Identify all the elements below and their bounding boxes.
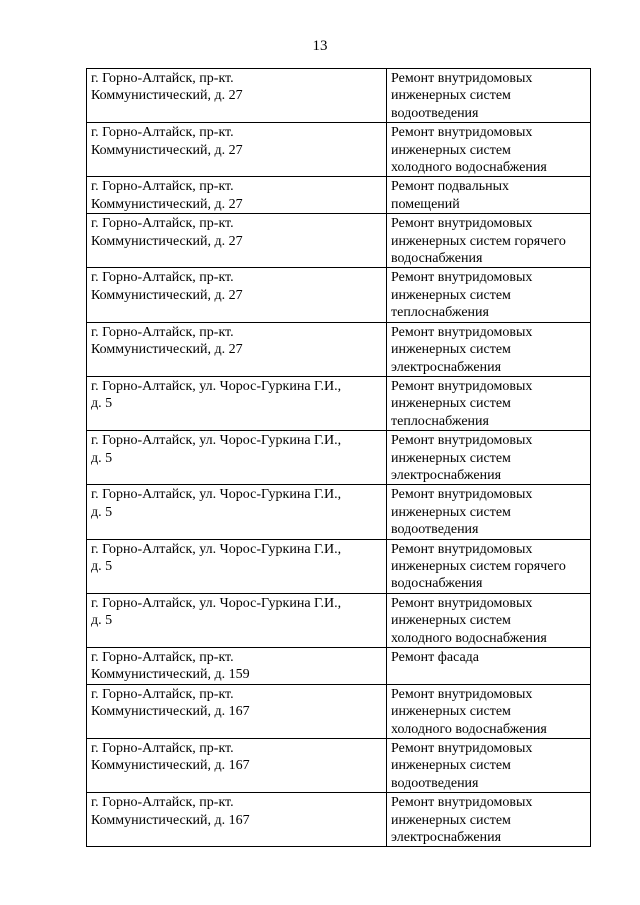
table-row xyxy=(87,268,591,322)
work-type-cell-line: теплоснабжения xyxy=(391,305,489,321)
address-cell-line: г. Горно-Алтайск, ул. Чорос-Гуркина Г.И., xyxy=(91,541,342,557)
work-type-cell-line: Ремонт внутридомовых xyxy=(391,433,533,449)
work-type-cell-line: инженерных систем горячего xyxy=(391,233,566,249)
address-cell-line: г. Горно-Алтайск, пр-кт. xyxy=(91,71,234,86)
works-table xyxy=(86,68,591,847)
work-type-cell xyxy=(387,123,591,177)
work-type-cell-line: холодного водоснабжения xyxy=(391,630,547,646)
work-type-cell-line: электроснабжения xyxy=(391,830,502,846)
address-cell-line: г. Горно-Алтайск, пр-кт. xyxy=(91,324,234,340)
address-cell-line: д. 5 xyxy=(91,504,113,520)
work-type-cell-line: инженерных систем xyxy=(391,342,511,358)
page-number: 13 xyxy=(312,38,328,54)
work-type-cell xyxy=(387,69,591,123)
work-type-cell-line: водоотведения xyxy=(391,522,479,538)
work-type-cell-line: инженерных систем xyxy=(391,704,511,720)
work-type-cell xyxy=(387,268,591,322)
work-type-cell-line: инженерных систем xyxy=(391,396,511,412)
work-type-cell-line: Ремонт внутридомовых xyxy=(391,595,533,611)
address-cell xyxy=(87,485,387,539)
table-row xyxy=(87,322,591,376)
work-type-cell xyxy=(387,593,591,647)
work-type-cell-line: водоотведения xyxy=(391,105,479,121)
work-type-cell xyxy=(387,485,591,539)
work-type-cell-line: холодного водоснабжения xyxy=(391,160,547,176)
address-cell-line: г. Горно-Алтайск, пр-кт. xyxy=(91,650,234,665)
work-type-cell-line: инженерных систем xyxy=(391,142,511,158)
address-cell xyxy=(87,214,387,268)
address-cell xyxy=(87,322,387,376)
address-cell xyxy=(87,539,387,593)
table-row xyxy=(87,593,591,647)
address-cell xyxy=(87,431,387,485)
address-cell-line: Коммунистический, д. 27 xyxy=(91,342,243,358)
work-type-cell xyxy=(387,793,591,847)
address-cell-line: Коммунистический, д. 27 xyxy=(91,196,243,212)
table-row xyxy=(87,648,591,685)
address-cell xyxy=(87,123,387,177)
address-cell-line: д. 5 xyxy=(91,558,113,574)
work-type-cell-line: инженерных систем горячего xyxy=(391,558,566,574)
table-row xyxy=(87,684,591,738)
work-type-cell-line: Ремонт фасада xyxy=(391,650,480,665)
work-type-cell-line: Ремонт внутридомовых xyxy=(391,270,533,286)
work-type-cell xyxy=(387,214,591,268)
table-row xyxy=(87,739,591,793)
work-type-cell-line: инженерных систем xyxy=(391,613,511,629)
work-type-cell xyxy=(387,322,591,376)
work-type-cell-line: инженерных систем xyxy=(391,758,511,774)
work-type-cell xyxy=(387,177,591,214)
address-cell-line: Коммунистический, д. 27 xyxy=(91,233,243,249)
address-cell-line: Коммунистический, д. 27 xyxy=(91,88,243,104)
work-type-cell-line: Ремонт внутридомовых xyxy=(391,795,533,811)
work-type-cell-line: Ремонт внутридомовых xyxy=(391,71,533,86)
address-cell-line: г. Горно-Алтайск, ул. Чорос-Гуркина Г.И., xyxy=(91,595,342,611)
work-type-cell-line: теплоснабжения xyxy=(391,413,489,429)
address-cell xyxy=(87,268,387,322)
address-cell-line: Коммунистический, д. 159 xyxy=(91,667,250,683)
work-type-cell xyxy=(387,684,591,738)
address-cell-line: г. Горно-Алтайск, ул. Чорос-Гуркина Г.И., xyxy=(91,487,342,503)
work-type-cell-line: инженерных систем xyxy=(391,812,511,828)
address-cell xyxy=(87,69,387,123)
table-row xyxy=(87,123,591,177)
table-row xyxy=(87,793,591,847)
table-row xyxy=(87,485,591,539)
address-cell-line: г. Горно-Алтайск, пр-кт. xyxy=(91,125,234,141)
address-cell xyxy=(87,376,387,430)
address-cell-line: г. Горно-Алтайск, пр-кт. xyxy=(91,741,234,757)
table-row xyxy=(87,69,591,123)
work-type-cell-line: водоснабжения xyxy=(391,251,483,267)
work-type-cell-line: Ремонт внутридомовых xyxy=(391,378,533,394)
work-type-cell-line: Ремонт внутридомовых xyxy=(391,487,533,503)
address-cell-line: г. Горно-Алтайск, ул. Чорос-Гуркина Г.И., xyxy=(91,433,342,449)
address-cell xyxy=(87,684,387,738)
work-type-cell-line: инженерных систем xyxy=(391,504,511,520)
work-type-cell-line: Ремонт внутридомовых xyxy=(391,125,533,141)
work-type-cell-line: Ремонт внутридомовых xyxy=(391,541,533,557)
work-type-cell-line: инженерных систем xyxy=(391,88,511,104)
address-cell-line: д. 5 xyxy=(91,613,113,629)
table-row xyxy=(87,431,591,485)
work-type-cell xyxy=(387,376,591,430)
address-cell-line: г. Горно-Алтайск, пр-кт. xyxy=(91,270,234,286)
work-type-cell-line: водоснабжения xyxy=(391,576,483,592)
work-type-cell-line: Ремонт внутридомовых xyxy=(391,324,533,340)
work-type-cell xyxy=(387,648,591,685)
work-type-cell-line: электроснабжения xyxy=(391,467,502,483)
work-type-cell-line: Ремонт внутридомовых xyxy=(391,741,533,757)
work-type-cell-line: водоотведения xyxy=(391,775,479,791)
address-cell-line: Коммунистический, д. 167 xyxy=(91,704,250,720)
work-type-cell-line: Ремонт подвальных xyxy=(391,179,510,195)
work-type-cell xyxy=(387,539,591,593)
table-row xyxy=(87,214,591,268)
work-type-cell-line: холодного водоснабжения xyxy=(391,721,547,737)
table-row xyxy=(87,376,591,430)
work-type-cell-line: инженерных систем xyxy=(391,287,511,303)
work-type-cell-line: Ремонт внутридомовых xyxy=(391,686,533,702)
address-cell xyxy=(87,177,387,214)
work-type-cell-line: электроснабжения xyxy=(391,359,502,375)
address-cell-line: Коммунистический, д. 27 xyxy=(91,287,243,303)
address-cell-line: Коммунистический, д. 167 xyxy=(91,812,250,828)
table-row xyxy=(87,177,591,214)
address-cell xyxy=(87,793,387,847)
address-cell-line: д. 5 xyxy=(91,450,113,466)
address-cell-line: г. Горно-Алтайск, пр-кт. xyxy=(91,179,234,195)
work-type-cell xyxy=(387,431,591,485)
address-cell-line: д. 5 xyxy=(91,396,113,412)
address-cell-line: г. Горно-Алтайск, пр-кт. xyxy=(91,686,234,702)
address-cell xyxy=(87,593,387,647)
address-cell-line: Коммунистический, д. 27 xyxy=(91,142,243,158)
address-cell-line: г. Горно-Алтайск, ул. Чорос-Гуркина Г.И., xyxy=(91,378,342,394)
address-cell-line: Коммунистический, д. 167 xyxy=(91,758,250,774)
address-cell xyxy=(87,739,387,793)
address-cell-line: г. Горно-Алтайск, пр-кт. xyxy=(91,795,234,811)
work-type-cell xyxy=(387,739,591,793)
work-type-cell-line: помещений xyxy=(391,196,460,212)
works-table-body xyxy=(87,69,591,847)
address-cell-line: г. Горно-Алтайск, пр-кт. xyxy=(91,216,234,232)
work-type-cell-line: Ремонт внутридомовых xyxy=(391,216,533,232)
table-row xyxy=(87,539,591,593)
work-type-cell-line: инженерных систем xyxy=(391,450,511,466)
address-cell xyxy=(87,648,387,685)
